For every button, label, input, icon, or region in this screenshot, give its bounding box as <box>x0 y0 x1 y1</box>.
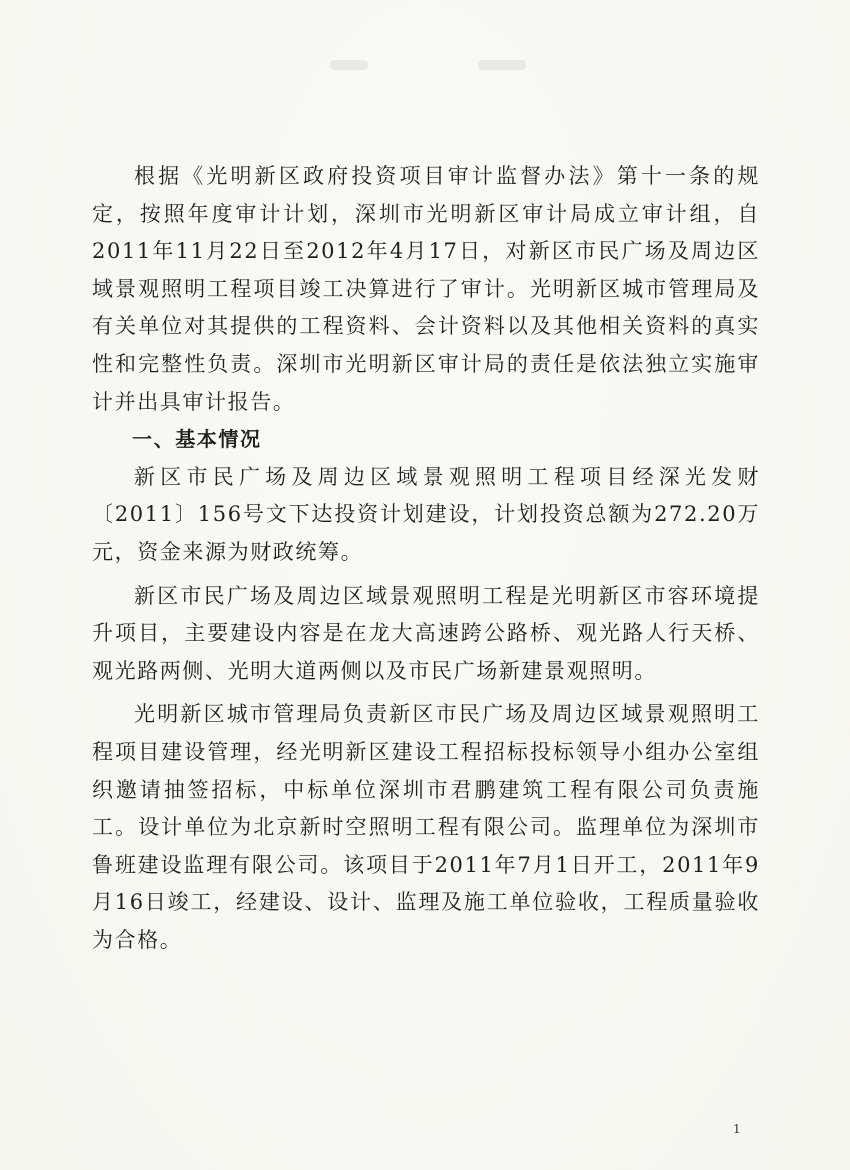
scan-smudge <box>330 60 368 70</box>
section-heading: 一、基本情况 <box>132 427 262 452</box>
document-body <box>92 158 760 959</box>
scan-smudge <box>478 60 526 70</box>
page-number: 1 <box>733 1122 741 1136</box>
section-paragraph-2: 新区市民广场及周边区域景观照明工程是光明新区市容环境提升项目，主要建设内容是在龙大高速跨公路桥、观光路人行天桥、观光路两侧、光明大道两侧以及市民广场新建景观照明。 <box>92 583 760 683</box>
intro-paragraph: 根据《光明新区政府投资项目审计监督办法》第十一条的规定，按照年度审计计划，深圳市光明新区审计局成立审计组，自2011年11月22日至2012年4月17日，对新区市民广场及周边区域景观照明工程项目竣工决算进行了审计。光明新区城市管理局及有关单位对其提供的工程资料、会计资料以及其他相关资料的真实性和完整性负责。深圳市光明新区审计局的责任是依法独立实施审计并出具审计报告。 <box>92 164 760 414</box>
section-paragraph-1: 新区市民广场及周边区域景观照明工程项目经深光发财〔2011〕156号文下达投资计划建设，计划投资总额为272.20万元，资金来源为财政统筹。 <box>92 464 760 564</box>
section-paragraph-3: 光明新区城市管理局负责新区市民广场及周边区域景观照明工程项目建设管理，经光明新区建设工程招标投标领导小组办公室组织邀请抽签招标，中标单位深圳市君鹏建筑工程有限公司负责施工。设计单位为北京新时空照明工程有限公司。监理单位为深圳市鲁班建设监理有限公司。该项目于2011年7月1日开工，2011年9月16日竣工，经建设、设计、监理及施工单位验收，工程质量验收为合格。 <box>92 702 760 952</box>
